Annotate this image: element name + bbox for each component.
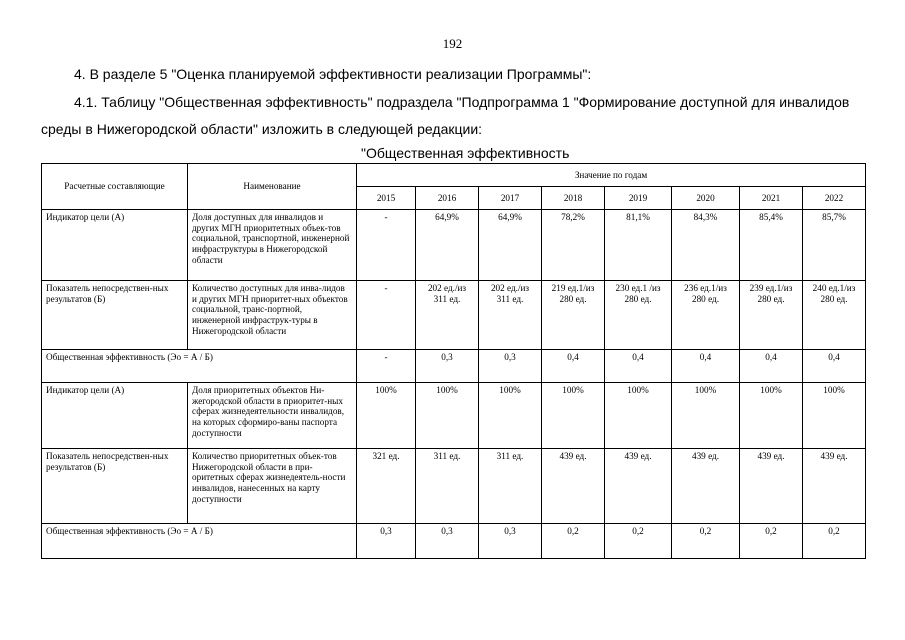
value-cell: 439 ед. (605, 449, 672, 524)
row-component: Общественная эффективность (Эо = А / Б) (42, 350, 357, 383)
value-cell (605, 281, 672, 350)
value-cell: 100% (542, 383, 605, 449)
value-cell: 439 ед. (803, 449, 866, 524)
value-cell: 0,4 (672, 350, 740, 383)
value-cell: 100% (605, 383, 672, 449)
value-cell: 84,3% (672, 210, 740, 281)
value-line: 311 ед. (496, 293, 524, 304)
value-cell (542, 281, 605, 350)
row-name: Доля доступных для инвалидов и других МГН приоритетных объек-тов социальной, транспортной, инженерной инфраструктуры в Нижегородской области (188, 210, 357, 281)
value-cell (803, 281, 866, 350)
value-line: 202 ед./из (427, 283, 467, 293)
value-cell: 64,9% (479, 210, 542, 281)
value-line: 219 ед.1/из (551, 283, 595, 293)
row-name: Доля приоритетных объектов Ни-жегородской области в приоритет-ных сферах жизнедеятельности инвалидов, на которых сформиро-ваны паспорта доступности (188, 383, 357, 449)
value-cell (357, 281, 416, 350)
value-cell: 0,3 (416, 524, 479, 559)
header-year: 2017 (479, 187, 542, 210)
value-line: 236 ед.1/из (684, 283, 727, 293)
value-cell: 0,3 (357, 524, 416, 559)
value-line: - (384, 283, 388, 293)
value-cell (479, 281, 542, 350)
value-cell: 78,2% (542, 210, 605, 281)
value-cell: - (357, 210, 416, 281)
header-year: 2016 (416, 187, 479, 210)
value-cell: 100% (357, 383, 416, 449)
table-row (42, 383, 866, 449)
value-cell (740, 281, 803, 350)
value-cell: 100% (672, 383, 740, 449)
value-cell: 64,9% (416, 210, 479, 281)
value-cell: 0,4 (740, 350, 803, 383)
value-cell: 0,2 (672, 524, 740, 559)
row-component: Общественная эффективность (Эо = А / Б) (42, 524, 357, 559)
header-components: Расчетные составляющие (42, 164, 188, 210)
value-cell: 100% (803, 383, 866, 449)
header-year: 2022 (803, 187, 866, 210)
value-cell: 439 ед. (542, 449, 605, 524)
value-line: 240 ед.1/из (812, 283, 856, 293)
value-cell: 100% (740, 383, 803, 449)
value-line: 202 ед./из (490, 283, 530, 293)
value-cell: 0,2 (605, 524, 672, 559)
value-cell: 100% (416, 383, 479, 449)
value-cell: 85,4% (740, 210, 803, 281)
value-cell: 311 ед. (479, 449, 542, 524)
page-number: 192 (442, 36, 463, 51)
value-cell: 0,4 (542, 350, 605, 383)
row-component: Индикатор цели (А) (42, 210, 188, 281)
value-cell: 439 ед. (740, 449, 803, 524)
table-row (42, 449, 866, 524)
paragraph-table-intro: 4.1. Таблицу "Общественная эффективность" подраздела "Подпрограмма 1 "Формирование доступной для инвалидов (74, 94, 850, 110)
table-row (42, 350, 866, 383)
header-year: 2018 (542, 187, 605, 210)
header-year: 2019 (605, 187, 672, 210)
value-cell (416, 281, 479, 350)
row-name: Количество приоритетных объек-тов Нижегородской области в при-оритетных сферах жизнедеятель-ности инвалидов, нанесенных на карту доступности (188, 449, 357, 524)
value-line: 280 ед. (757, 293, 785, 304)
value-cell: 0,4 (605, 350, 672, 383)
value-cell: 85,7% (803, 210, 866, 281)
table-caption: "Общественная эффективность (361, 145, 570, 161)
value-line: 311 ед. (433, 293, 461, 304)
value-cell: 321 ед. (357, 449, 416, 524)
header-year: 2015 (357, 187, 416, 210)
value-cell: 81,1% (605, 210, 672, 281)
paragraph-section-5: 4. В разделе 5 "Оценка планируемой эффективности реализации Программы": (74, 66, 592, 82)
value-cell: 100% (479, 383, 542, 449)
value-cell: 311 ед. (416, 449, 479, 524)
row-component: Показатель непосредствен-ных результатов (Б) (42, 449, 188, 524)
social-efficiency-table (41, 163, 866, 559)
row-component: Индикатор цели (А) (42, 383, 188, 449)
value-cell: 0,3 (479, 350, 542, 383)
value-line: 280 ед. (691, 293, 719, 304)
value-line: 280 ед. (820, 293, 848, 304)
table-row (42, 281, 866, 350)
paragraph-table-intro-cont: среды в Нижегородской области" изложить в следующей редакции: (41, 121, 483, 137)
value-cell: - (357, 350, 416, 383)
table-row (42, 524, 866, 559)
value-cell: 439 ед. (672, 449, 740, 524)
value-cell: 0,3 (479, 524, 542, 559)
value-line: 280 ед. (624, 293, 652, 304)
value-cell: 0,2 (542, 524, 605, 559)
value-line: 230 ед.1 /из (615, 283, 661, 293)
value-cell: 0,3 (416, 350, 479, 383)
value-line: 239 ед.1/из (749, 283, 793, 293)
header-name: Наименование (188, 164, 357, 210)
header-year: 2021 (740, 187, 803, 210)
value-cell: 0,2 (803, 524, 866, 559)
header-values-by-year: Значение по годам (357, 164, 866, 187)
table-row (42, 210, 866, 281)
row-name: Количество доступных для инва-лидов и других МГН приоритет-ных объектов социальной, транс-портной, инженерной инфраструк-туры в Нижегородской области (188, 281, 357, 350)
value-cell (672, 281, 740, 350)
row-component: Показатель непосредствен-ных результатов (Б) (42, 281, 188, 350)
header-year: 2020 (672, 187, 740, 210)
value-cell: 0,4 (803, 350, 866, 383)
value-line: 280 ед. (559, 293, 587, 304)
value-cell: 0,2 (740, 524, 803, 559)
